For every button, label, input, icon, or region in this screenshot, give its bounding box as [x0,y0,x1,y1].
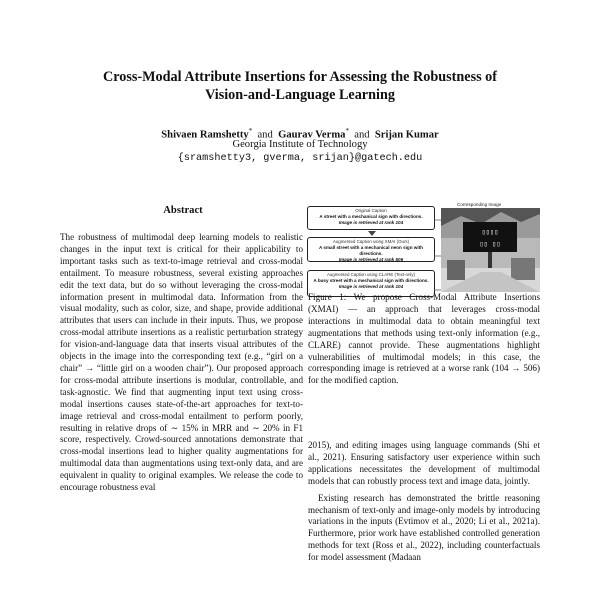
sign-glyphs: ▯▯▯▯ [481,229,499,237]
author-name: Gaurav Verma [278,129,346,141]
figure-1 [307,204,540,288]
xmai-caption-rank: Image is retrieved at rank 506 [338,257,404,262]
affiliation: Georgia Institute of Technology [232,139,368,150]
abstract-heading: Abstract [163,205,203,216]
original-caption-rank: Image is retrieved at rank 104 [338,220,404,225]
abstract-body: The robustness of multimodal deep learning models to realistic changes in the input text is critical for their applicability to important tasks such as text-to-image retrieval and cross-modal entailment. To measure robustness, several existing approaches edit the text data, but do so without leveraging the cross-modal information present in multimodal data. Information from the visual modality, such as color, size, and shape, provide additional attributes that users can include in their inputs. Thus, we propose cross-modal attribute insertions as a realistic perturbation strategy for vision-and-language data that inserts visual attributes of the objects in the image into the corresponding text (e.g., “girl on a chair” → “little girl on a wooden chair”). Our proposed approach for cross-modal attribute insertions is modular, controllable, and task-agnostic. We find that augmenting input text using cross-modal insertions causes state-of-the-art approaches for text-to-image retrieval and cross-modal entailment to perform poorly, resulting in relative drops of ∼ 15% in MRR and ∼ 20% in F1 score, respectively. Crowd-sourced annotations demonstrate that cross-modal insertions lead to higher quality augmentations for multimodal data than augmentations using text-only data, and are equivalent in quality to original examples. We release the code to encourage robustness eval [60,232,303,493]
clare-caption-text: A busy street with a mechanical sign with directions. [313,278,429,283]
clare-caption-header: Augmented Caption using CLARE (Text-only) [326,272,416,277]
author-separator: and [257,129,273,141]
author-separator: and [354,129,370,141]
clare-caption-rank: Image is retrieved at rank 104 [338,284,404,289]
equal-contribution-mark: * [345,127,349,135]
corresponding-image-label: Corresponding Image [457,202,502,207]
xmai-caption-header: Augmented Caption using XMAI (Ours) [332,239,410,244]
author-name: Srijan Kumar [374,129,439,141]
street-sign-photo [441,208,540,292]
author-name: Shivaen Ramshetty [161,129,249,141]
original-caption-box [307,206,435,230]
down-arrow-icon [368,231,376,236]
figure-1-caption: Figure 1: We propose Cross-Modal Attribute Insertions (XMAI) — an approach that leverages cross-modal interactions in multimodal data to obtain meaningful text augmentations that methods using text-only information (e.g., CLARE) cannot provide. These augmentations highlight vulnerabilities of multimodal models; in this case, the corresponding image is retrieved at a worse rank (104 → 506) for the modified caption. [308,292,540,386]
title-line-1: Cross-Modal Attribute Insertions for Assessing the Robustness of [103,69,497,85]
xmai-caption-text: A small street with a mechanical neon sign with directions. [319,245,423,256]
paper-title [40,68,560,104]
xmai-caption-box [307,237,435,262]
body-paragraph: Existing research has demonstrated the brittle reasoning mechanism of text-only and image-only models by introducing variations in the inputs (Evtimov et al., 2020; Li et al., 2021a). Furthermore, prior work have established controlled generation methods for text (Ross et al., 2022), including counterfactuals for model assessment (Madaan [308,492,540,563]
intro-continued [308,440,540,564]
author-emails: {sramshetty3, gverma, srijan}@gatech.edu [177,153,423,164]
sign-glyphs: ▯▯ ▯▯ [479,241,501,249]
original-caption-header: Original Caption [355,208,387,213]
original-caption-text: A street with a mechanical sign with directions. [319,214,423,219]
title-line-2: Vision-and-Language Learning [205,87,395,103]
equal-contribution-mark: * [248,127,253,135]
body-paragraph: 2015), and editing images using language commands (Shi et al., 2021). Ensuring satisfactory user experience within such applications necessitates the development of multimodal models that can robustly process text and image data, jointly. [308,440,540,486]
